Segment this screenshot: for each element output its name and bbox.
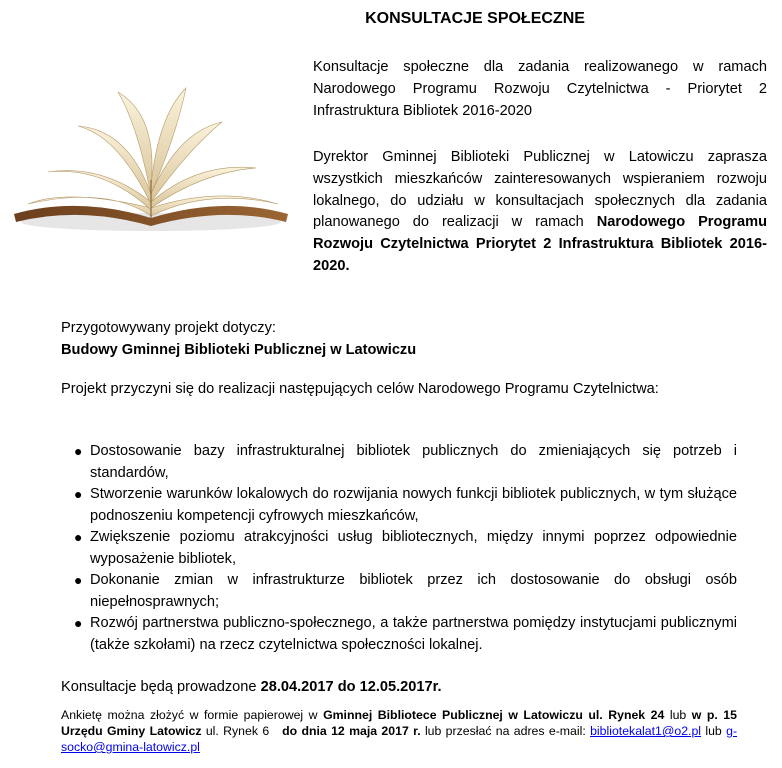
- project-label: Przygotowywany projekt dotyczy:: [61, 320, 276, 336]
- office-address: ul. Rynek 6: [205, 724, 270, 738]
- office-room: w p. 15 Urzędu Gminy Latowicz: [61, 708, 737, 738]
- goals-list: [61, 441, 737, 656]
- page-title: KONSULTACJE SPOŁECZNE: [365, 10, 585, 27]
- submission-text: Ankietę można złożyć w formie papierowej w: [61, 708, 318, 722]
- program-name: Narodowego Programu Rozwoju Czytelnictwa Priorytet 2 Infrastruktura Bibliotek 2016-2020.: [313, 214, 767, 274]
- project-name: Budowy Gminnej Biblioteki Publicznej w Latowiczu: [61, 341, 417, 358]
- email-link-library[interactable]: bibliotekalat1@o2.pl: [590, 724, 702, 738]
- library-address: Gminnej Bibliotece Publicznej w Latowiczu ul. Rynek 24: [323, 708, 665, 722]
- email-link-office[interactable]: g-socko@gmina-latowicz.pl: [61, 724, 738, 754]
- goal-text: Rozwój partnerstwa publiczno-społecznego, a także partnerstwa pomiędzy instytucjami publicznymi (także szkołami) na rzecz czytelnictwa społeczności lokalnej.: [90, 615, 737, 653]
- bullet-icon: ●: [74, 529, 83, 545]
- goal-text: Stworzenie warunków lokalowych do rozwijania nowych funkcji bibliotek publicznych, w tym służące podnoszeniu kompetencji cyfrowych mieszkańców,: [90, 486, 737, 524]
- submission-text: lub przesłać na adres e-mail:: [424, 724, 586, 738]
- submission-text: lub: [705, 724, 722, 738]
- invitation-text: Dyrektor Gminnej Biblioteki Publicznej w Latowiczu zaprasza wszystkich mieszkańców zainteresowanych wspieraniem rozwoju lokalnego, do udziału w konsultacjach społecznych dla zadania planowanego do realizacji w ramach: [313, 149, 767, 231]
- goal-text: Dokonanie zmian w infrastrukturze bibliotek przez ich dostosowanie do obsługi osób niepełnosprawnych;: [90, 572, 737, 610]
- bullet-icon: ●: [74, 486, 83, 502]
- consultation-prefix: Konsultacje będą prowadzone: [61, 679, 257, 695]
- consultation-range: 28.04.2017 do 12.05.2017r.: [260, 679, 442, 695]
- goal-text: Zwiększenie poziomu atrakcyjności usług bibliotecznych, między innymi poprzez odpowiednie wyposażenie bibliotek,: [90, 529, 737, 567]
- project-section: [61, 318, 737, 362]
- list-item: [61, 527, 737, 570]
- bullet-icon: ●: [74, 443, 83, 459]
- bullet-icon: ●: [74, 615, 83, 631]
- intro-paragraph: Konsultacje społeczne dla zadania realizowanego w ramach Narodowego Programu Rozwoju Czytelnictwa - Priorytet 2 Infrastruktura Bibliotek 2016-2020: [313, 59, 767, 119]
- list-item: [61, 441, 737, 484]
- open-book-icon: [8, 76, 294, 236]
- list-item: [61, 570, 737, 613]
- list-item: [61, 613, 737, 656]
- deadline: do dnia 12 maja 2017 r.: [282, 724, 421, 738]
- consultation-dates: [61, 677, 737, 698]
- list-item: [61, 484, 737, 527]
- invitation-paragraph: [313, 147, 767, 278]
- submission-info: [61, 707, 737, 755]
- bullet-icon: ●: [74, 572, 83, 588]
- goal-text: Dostosowanie bazy infrastrukturalnej bibliotek publicznych do zmieniających się potrzeb i standardów,: [90, 443, 737, 481]
- goals-intro: Projekt przyczyni się do realizacji następujących celów Narodowego Programu Czytelnictwa:: [61, 381, 659, 397]
- submission-text: lub: [669, 708, 687, 722]
